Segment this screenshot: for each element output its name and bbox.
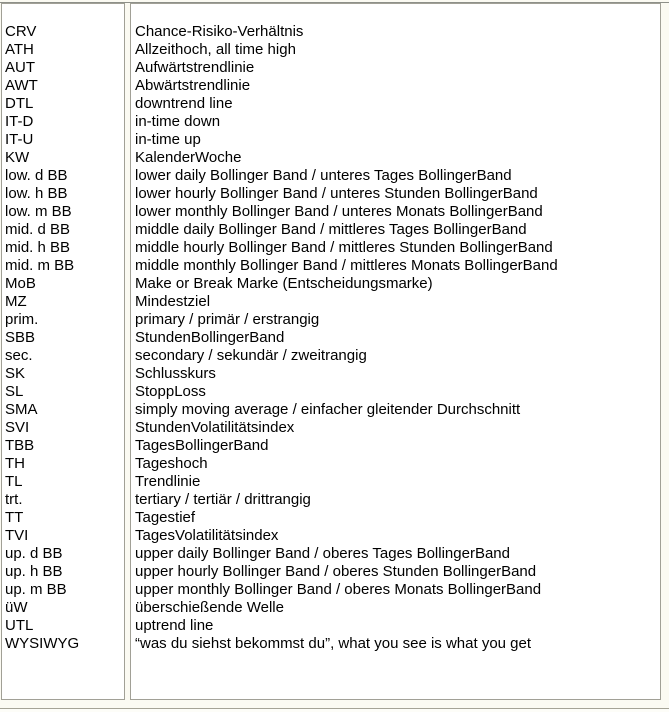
abbreviation-cell: up. h BB: [5, 563, 63, 580]
abbreviation-cell: sec.: [5, 347, 33, 364]
definition-cell: StundenBollingerBand: [135, 329, 285, 346]
definition-cell: “was du siehst bekommst du”, what you see is what you get: [135, 635, 532, 652]
definition-cell: primary / primär / erstrangig: [135, 311, 320, 328]
abbreviation-cell: TL: [5, 473, 23, 490]
definition-cell: uptrend line: [135, 617, 214, 634]
abbreviation-cell: SBB: [5, 329, 36, 346]
abbreviation-cell: trt.: [5, 491, 23, 508]
abbreviation-cell: TVI: [5, 527, 29, 544]
abbreviation-cell: SK: [5, 365, 26, 382]
abbreviation-cell: MZ: [5, 293, 27, 310]
abbreviation-cell: SMA: [5, 401, 38, 418]
definition-cell: Tageshoch: [135, 455, 208, 472]
definition-cell: überschießende Welle: [135, 599, 284, 616]
definition-cell: upper daily Bollinger Band / oberes Tages BollingerBand: [135, 545, 510, 562]
definition-cell: Abwärtstrendlinie: [135, 77, 251, 94]
abbreviation-cell: AWT: [5, 77, 38, 94]
abbreviation-cell: IT-U: [5, 131, 34, 148]
definition-cell: in-time up: [135, 131, 201, 148]
abbreviation-cell: üW: [5, 599, 28, 616]
abbreviation-cell: WYSIWYG: [5, 635, 80, 652]
definition-cell: Schlusskurs: [135, 365, 216, 382]
abbreviation-cell: TT: [5, 509, 24, 526]
abbreviation-cell: UTL: [5, 617, 34, 634]
abbreviation-cell: mid. h BB: [5, 239, 71, 256]
abbreviation-cell: DTL: [5, 95, 34, 112]
definition-cell: Make or Break Marke (Entscheidungsmarke): [135, 275, 433, 292]
definition-cell: TagesVolatilitätsindex: [135, 527, 279, 544]
definition-cell: Allzeithoch, all time high: [135, 41, 296, 58]
definition-cell: middle hourly Bollinger Band / mittleres Stunden BollingerBand: [135, 239, 553, 256]
definition-cell: upper monthly Bollinger Band / oberes Monats BollingerBand: [135, 581, 542, 598]
definition-cell: lower daily Bollinger Band / unteres Tages BollingerBand: [135, 167, 512, 184]
definition-cell: Chance-Risiko-Verhältnis: [135, 23, 304, 40]
definition-cell: StoppLoss: [135, 383, 206, 400]
definition-cell: KalenderWoche: [135, 149, 242, 166]
definition-cell: Trendlinie: [135, 473, 201, 490]
definition-cell: middle monthly Bollinger Band / mittleres Monats BollingerBand: [135, 257, 558, 274]
abbreviation-cell: low. h BB: [5, 185, 68, 202]
abbreviation-cell: SVI: [5, 419, 30, 436]
definition-column: [130, 3, 661, 700]
abbreviation-cell: IT-D: [5, 113, 34, 130]
abbreviation-cell: KW: [5, 149, 30, 166]
definition-cell: simply moving average / einfacher gleitender Durchschnitt: [135, 401, 521, 418]
definition-cell: TagesBollingerBand: [135, 437, 269, 454]
abbreviation-cell: low. m BB: [5, 203, 72, 220]
abbreviation-cell: up. m BB: [5, 581, 67, 598]
abbreviation-cell: mid. m BB: [5, 257, 75, 274]
definition-cell: Mindestziel: [135, 293, 211, 310]
definition-cell: Aufwärtstrendlinie: [135, 59, 255, 76]
abbreviation-cell: AUT: [5, 59, 35, 76]
definition-cell: in-time down: [135, 113, 221, 130]
abbreviation-cell: TBB: [5, 437, 35, 454]
abbreviation-cell: low. d BB: [5, 167, 68, 184]
abbreviation-cell: up. d BB: [5, 545, 63, 562]
definition-cell: downtrend line: [135, 95, 233, 112]
abbreviation-cell: CRV: [5, 23, 37, 40]
abbreviation-column: [1, 3, 125, 700]
abbreviation-cell: MoB: [5, 275, 36, 292]
definition-cell: Tagestief: [135, 509, 196, 526]
abbreviation-cell: TH: [5, 455, 25, 472]
abbreviation-cell: mid. d BB: [5, 221, 71, 238]
abbreviation-cell: prim.: [5, 311, 39, 328]
definition-cell: tertiary / tertiär / drittrangig: [135, 491, 311, 508]
definition-cell: upper hourly Bollinger Band / oberes Stunden BollingerBand: [135, 563, 537, 580]
definition-cell: StundenVolatilitätsindex: [135, 419, 295, 436]
definition-cell: middle daily Bollinger Band / mittleres Tages BollingerBand: [135, 221, 527, 238]
abbreviation-cell: ATH: [5, 41, 34, 58]
definition-cell: lower hourly Bollinger Band / unteres Stunden BollingerBand: [135, 185, 538, 202]
definition-cell: secondary / sekundär / zweitrangig: [135, 347, 367, 364]
abbreviation-cell: SL: [5, 383, 24, 400]
definition-cell: lower monthly Bollinger Band / unteres Monats BollingerBand: [135, 203, 543, 220]
